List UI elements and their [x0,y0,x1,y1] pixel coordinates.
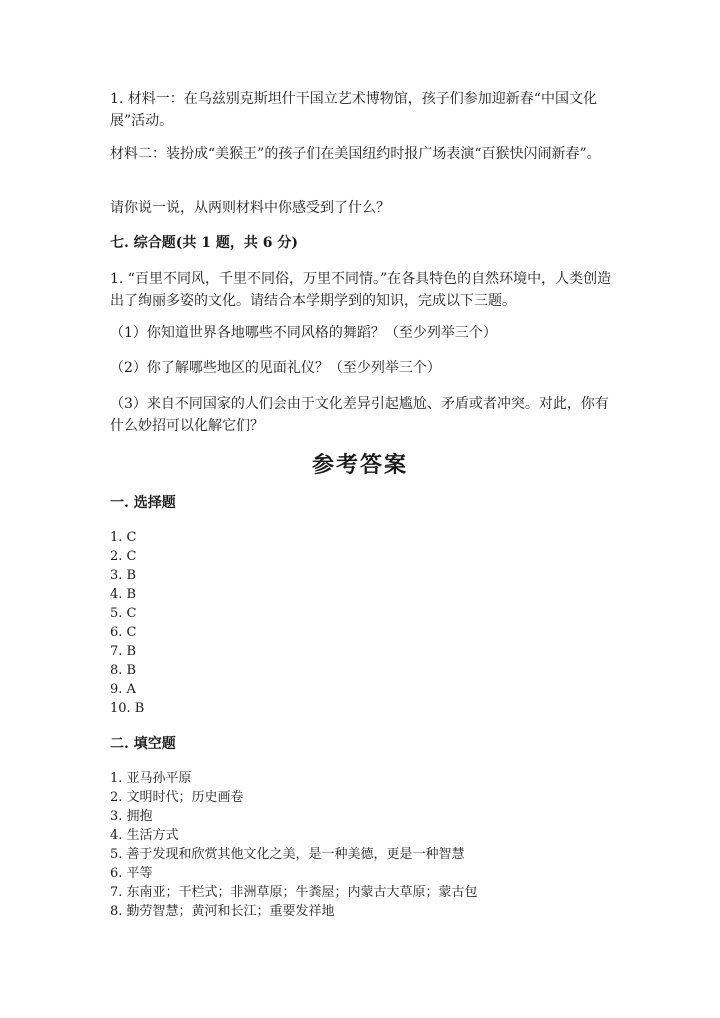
q7-sub-question-3: （3）来自不同国家的人们会由于文化差异引起尴尬、矛盾或者冲突。对此，你有什么妙招可以化解它们？ [110,396,609,434]
fill-answer-item: 1. 亚马孙平原 [110,771,192,786]
choice-answer-item: 3. B [110,568,137,583]
choice-answer-list [110,528,144,718]
q7-sub-question-1: （1）你知道世界各地哪些不同风格的舞蹈？（至少列举三个） [110,325,497,341]
q7-intro: 1. “百里不同风，千里不同俗，万里不同情。”在各具特色的自然环境中，人类创造出了绚丽多姿的文化。请结合本学期学到的知识，完成以下三题。 [110,271,612,309]
question-material-2: 材料二：装扮成“美猴王”的孩子们在美国纽约时报广场表演“百猴快闪闹新春”。 [110,146,601,162]
section-7-heading: 七. 综合题(共 1 题，共 6 分) [110,235,298,251]
question-prompt: 请你说一说，从两则材料中你感受到了什么？ [110,200,390,216]
fill-answer-item: 2. 文明时代；历史画卷 [110,790,244,805]
choice-answer-item: 8. B [110,663,137,678]
choice-answer-item: 9. A [110,682,136,697]
section-2-heading: 二. 填空题 [110,736,176,752]
fill-answer-item: 6. 平等 [110,866,153,881]
choice-answer-item: 4. B [110,587,137,602]
choice-answer-item: 10. B [110,701,145,716]
choice-answer-item: 6. C [110,625,137,640]
choice-answer-item: 2. C [110,549,137,564]
q7-sub-question-2: （2）你了解哪些地区的见面礼仪？（至少列举三个） [110,360,441,376]
fill-answer-item: 8. 勤劳智慧；黄河和长江；重要发祥地 [110,904,335,919]
choice-answer-item: 7. B [110,644,137,659]
choice-answer-item: 1. C [110,530,137,545]
fill-answer-item: 3. 拥抱 [110,809,153,824]
question-material-1: 1. 材料一：在乌兹别克斯坦什干国立艺术博物馆，孩子们参加迎新春“中国文化展”活动。 [110,91,597,129]
fill-answer-item: 5. 善于发现和欣赏其他文化之美，是一种美德，更是一种智慧 [110,847,465,862]
fill-answer-item: 7. 东南亚；干栏式；非洲草原；牛粪屋；内蒙古大草原；蒙古包 [110,885,478,900]
choice-answer-item: 5. C [110,606,137,621]
answer-key-title: 参考答案 [311,452,408,478]
fill-answer-item: 4. 生活方式 [110,828,179,843]
fill-answer-list [110,769,478,921]
section-1-heading: 一. 选择题 [110,495,176,511]
